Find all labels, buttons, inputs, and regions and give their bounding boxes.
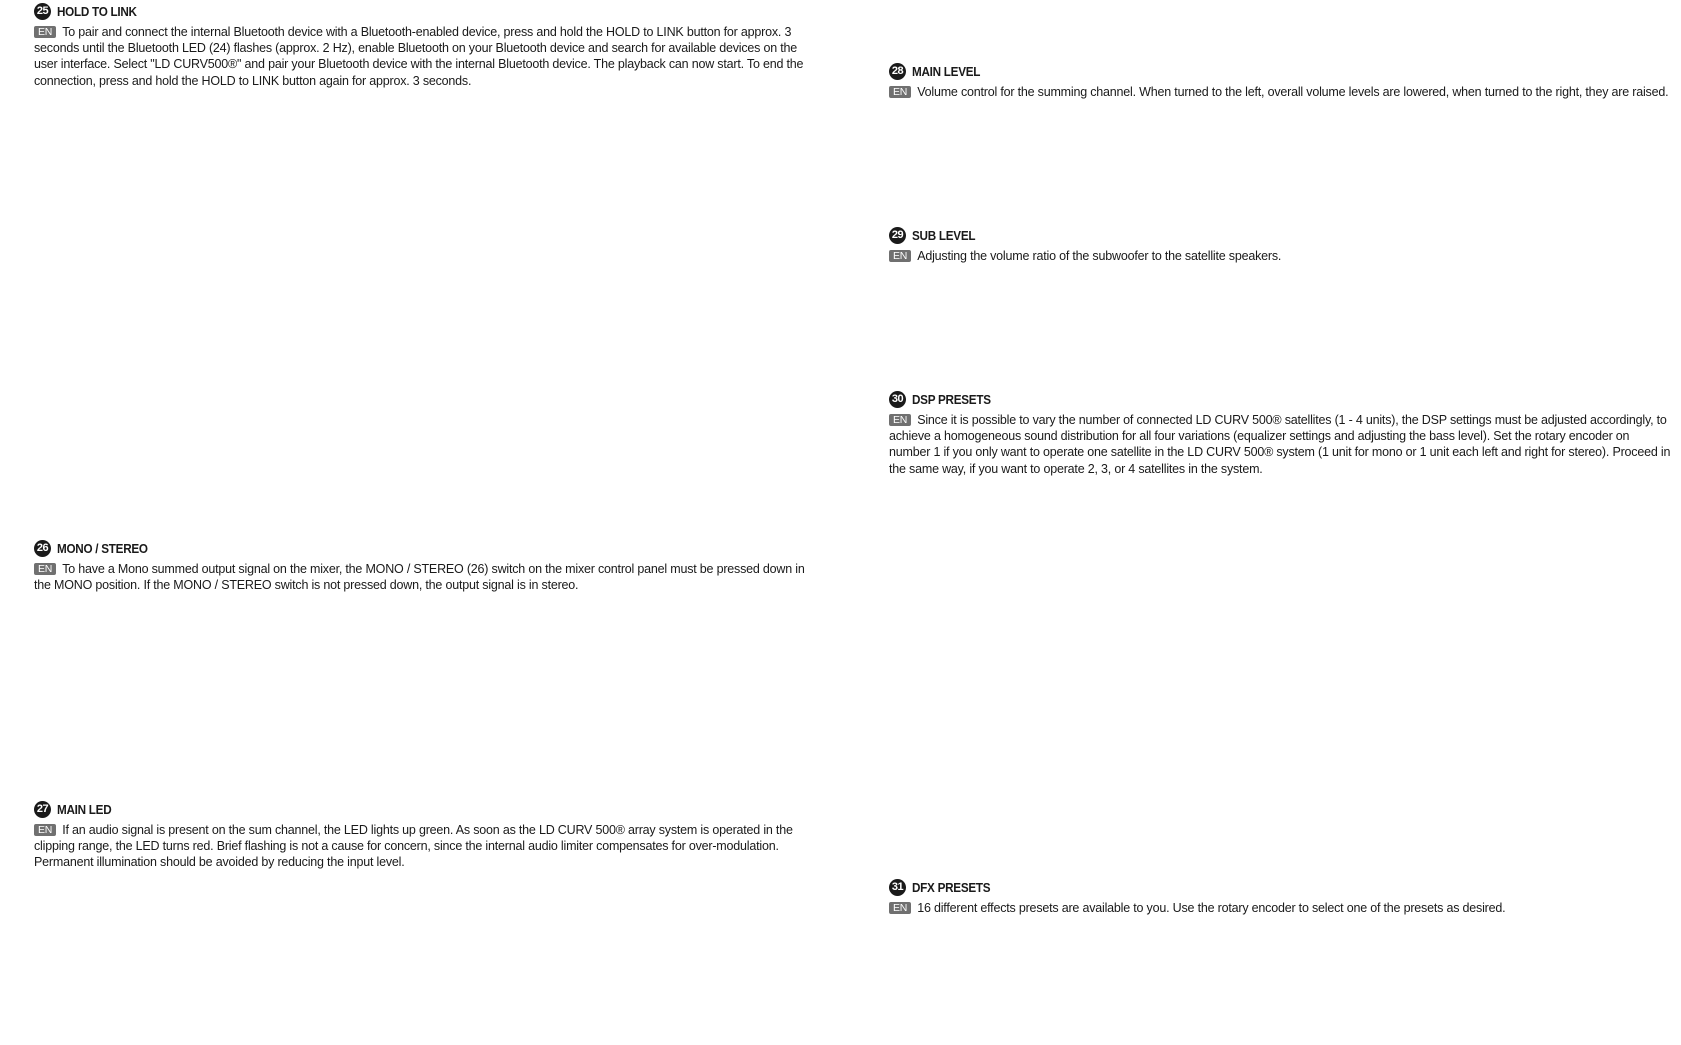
paragraph: If an audio signal is present on the sum channel, the LED lights up green. As soon as the LD CURV 500® array system is operated in the clipping range, the LED turns red. Brief flashing is not a cause for concern, since the internal audio limiter compensates for over-modulation. Permanent illumination should be avoided by reducing the input level. [34, 823, 793, 870]
number-badge: 30 [889, 391, 906, 408]
number-badge: 29 [889, 227, 906, 244]
section-title: SUB LEVEL [912, 227, 976, 243]
paragraph: To pair and connect the internal Bluetooth device with a Bluetooth-enabled device, press and hold the HOLD to LINK button for approx. 3 seconds until the Bluetooth LED (24) flashes (approx. 2 Hz), enable Bluetooth on your Bluetooth device and search for available devices on the user interface. Select "LD CURV500®" and pair your Bluetooth device with the internal Bluetooth device. The playback can now start. To end the connection, press and hold the HOLD to LINK button again for approx. 3 seconds. [34, 25, 804, 88]
section-hold-to-link [34, 1, 819, 89]
section-title: MONO / STEREO [57, 540, 148, 556]
language-badge: EN [889, 250, 911, 262]
section-dsp-presets [889, 389, 1671, 477]
section-text [34, 822, 819, 871]
number-badge: 31 [889, 879, 906, 896]
section-heading [34, 538, 819, 558]
number-badge: 28 [889, 63, 906, 80]
section-main-level [889, 61, 1671, 100]
section-heading [889, 389, 1671, 409]
paragraph: Volume control for the summing channel. When turned to the left, overall volume levels are lowered, when turned to the right, they are raised. [917, 85, 1669, 99]
section-title: DFX PRESETS [912, 879, 991, 895]
language-badge: EN [889, 414, 911, 426]
language-badge: EN [889, 902, 911, 914]
section-sub-level [889, 225, 1671, 264]
number-badge: 27 [34, 801, 51, 818]
section-mono-stereo [34, 538, 819, 593]
section-text [889, 412, 1671, 477]
paragraph: Since it is possible to vary the number of connected LD CURV 500® satellites (1 - 4 units), the DSP settings must be adjusted accordingly, to achieve a homogeneous sound distribution for all four variations (equalizer settings and adjusting the bass level). Set the rotary encoder on number 1 if you only want to operate one satellite in the LD CURV 500® system (1 unit for mono or 1 unit each left and right for stereo). Proceed in the same way, if you want to operate 2, 3, or 4 satellites in the system. [889, 413, 1671, 476]
language-badge: EN [34, 26, 56, 38]
language-badge: EN [889, 86, 911, 98]
paragraph: 16 different effects presets are available to you. Use the rotary encoder to select one of the presets as desired. [917, 901, 1506, 915]
section-heading [889, 61, 1671, 81]
paragraph: Adjusting the volume ratio of the subwoofer to the satellite speakers. [917, 249, 1282, 263]
section-heading [889, 877, 1671, 897]
section-title: MAIN LED [57, 801, 112, 817]
section-heading [34, 799, 819, 819]
section-dfx-presets [889, 877, 1671, 916]
section-text [889, 248, 1671, 264]
section-title: MAIN LEVEL [912, 63, 981, 79]
language-badge: EN [34, 563, 56, 575]
section-title: DSP PRESETS [912, 391, 991, 407]
paragraph: To have a Mono summed output signal on the mixer, the MONO / STEREO (26) switch on the mixer control panel must be pressed down in the MONO position. If the MONO / STEREO switch is not pressed down, the output signal is in stereo. [34, 562, 805, 593]
section-text [34, 24, 819, 89]
number-badge: 25 [34, 3, 51, 20]
language-badge: EN [34, 824, 56, 836]
section-text [889, 84, 1671, 100]
section-heading [889, 225, 1671, 245]
number-badge: 26 [34, 540, 51, 557]
section-text [889, 900, 1671, 916]
section-title: HOLD TO LINK [57, 3, 137, 19]
section-main-led [34, 799, 819, 871]
section-text [34, 561, 819, 593]
section-heading [34, 1, 819, 21]
